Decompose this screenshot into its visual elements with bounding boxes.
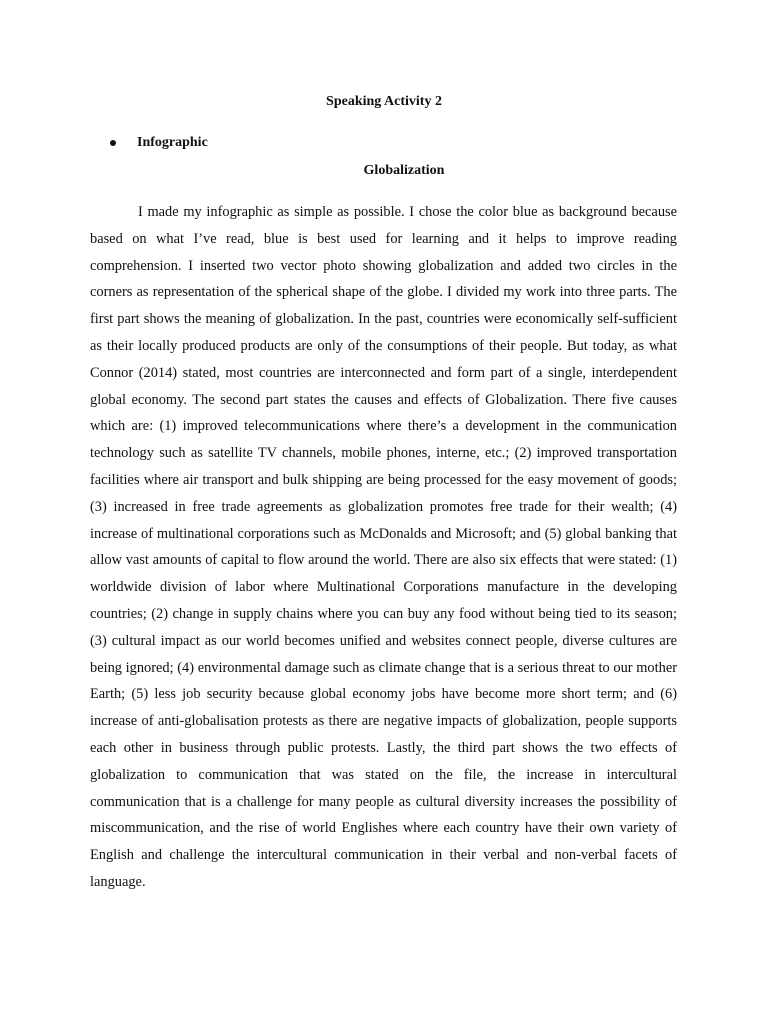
bullet-item (110, 134, 208, 152)
section-title: Globalization (363, 163, 445, 178)
document-title: Speaking Activity 2 (326, 94, 442, 109)
bullet-dot-icon (110, 140, 116, 146)
body-paragraph: I made my infographic as simple as possible. I chose the color blue as background because based on what I’ve read, blue is best used for learning and it helps to improve reading comprehension. I inserted two vector photo showing globalization and added two circles in the corners as representation of the spherical shape of the globe. I divided my work into three parts. The first part shows the meaning of globalization. In the past, countries were economically self-sufficient as their locally produced products are only of the consumptions of their people. But today, as what Connor (2014) stated, most countries are interconnected and form part of a single, interdependent global economy. The second part states the causes and effects of Globalization. There five causes which are: (1) improved telecommunications where there’s a development in the communication technology such as satellite TV channels, mobile phones, interne, etc.; (2) improved transportation facilities where air transport and bulk shipping are being processed for the easy movement of goods; (3) increased in free trade agreements as globalization promotes free trade for their wealth; (4) increase of multinational corporations such as McDonalds and Microsoft; and (5) global banking that allow vast amounts of capital to flow around the world. There are also six effects that were stated: (1) worldwide division of labor where Multinational Corporations manufacture in the developing countries; (2) change in supply chains where you can buy any food without being tied to its season; (3) cultural impact as our world becomes unified and websites connect people, diverse cultures are being ignored; (4) environmental damage such as climate change that is a serious threat to our mother Earth; (5) less job security because global economy jobs have become more short term; and (6) increase of anti-globalisation protests as there are negative impacts of globalization, people supports each other in business through public protests. Lastly, the third part shows the two effects of globalization to communication that was stated on the file, the increase in intercultural communication that is a challenge for many people as cultural diversity increases the possibility of miscommunication, and the rise of world Englishes where each country have their own variety of English and challenge the intercultural communication in their verbal and non-verbal facets of language. (90, 204, 677, 890)
bullet-label: Infographic (137, 135, 208, 150)
